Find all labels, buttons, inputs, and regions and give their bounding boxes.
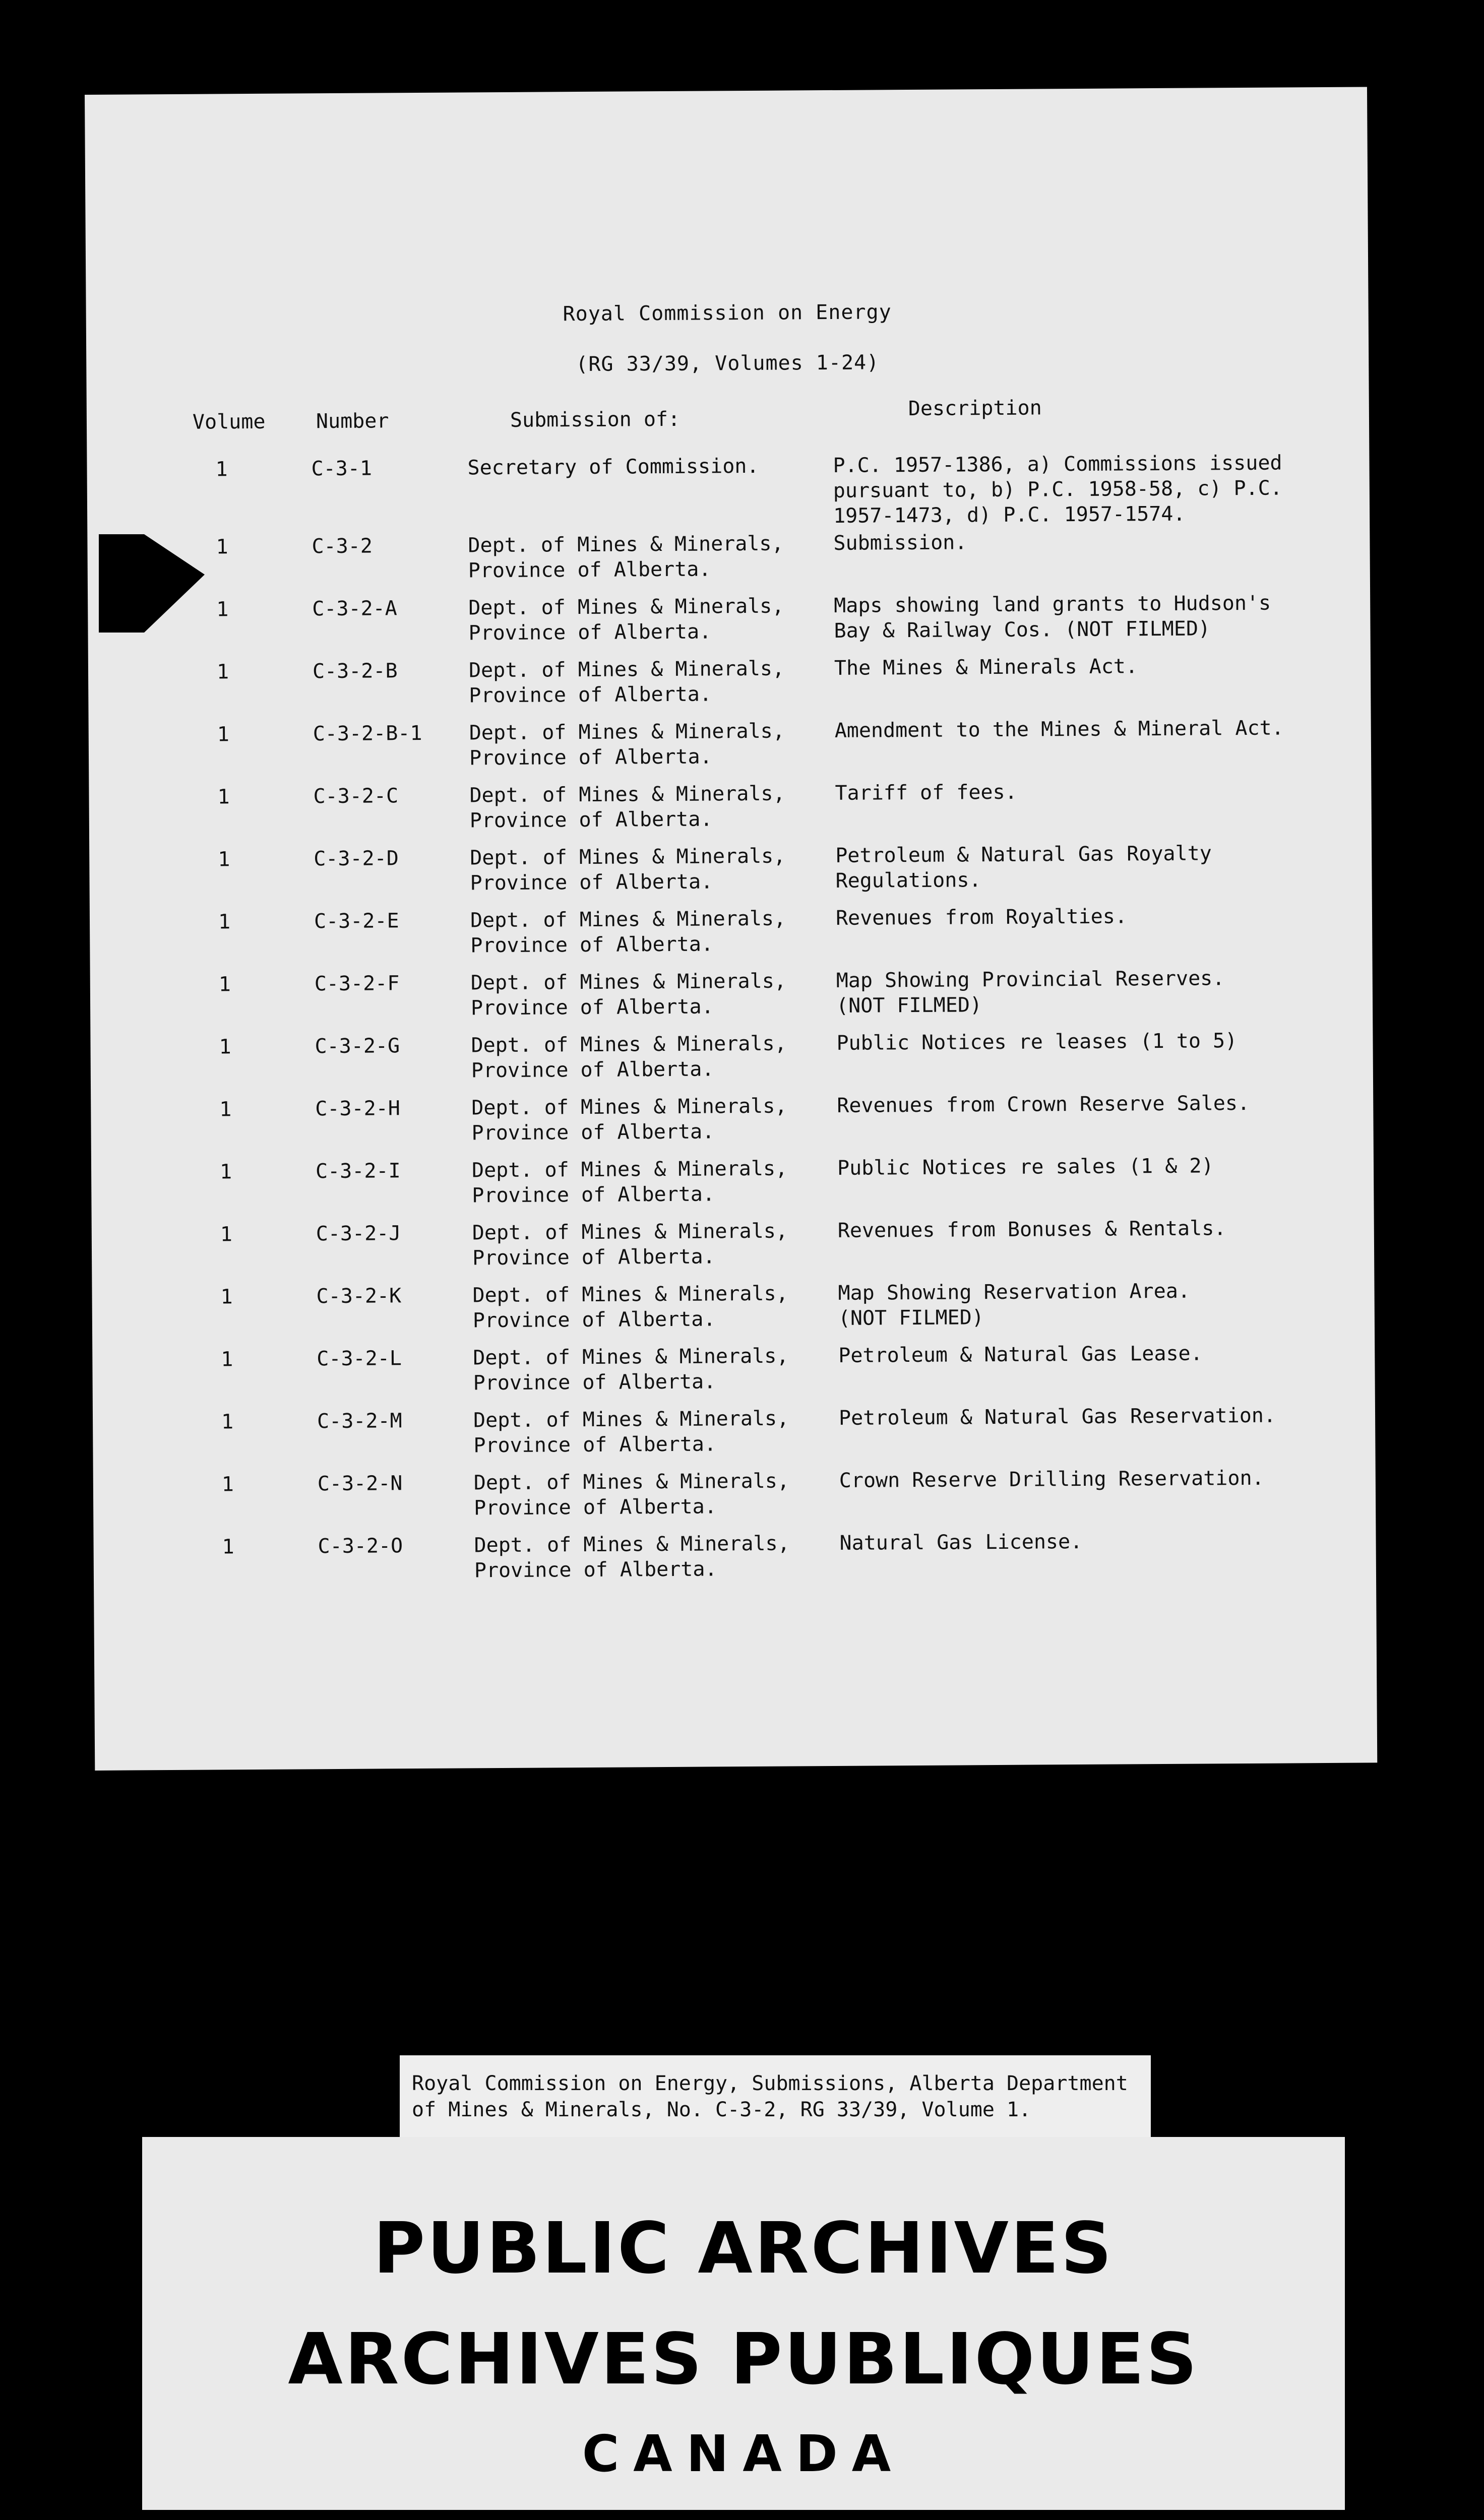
row-submission: Dept. of Mines & Minerals, Province of Alberta. xyxy=(468,657,785,708)
row-description: Revenues from Royalties. xyxy=(835,905,1128,930)
row-submission: Dept. of Mines & Minerals, Province of Alberta. xyxy=(468,532,784,583)
row-description: Submission. xyxy=(833,531,967,555)
row-number: C-3-2-F xyxy=(314,972,400,996)
table-row xyxy=(88,590,1371,653)
row-number: C-3-2-O xyxy=(318,1534,403,1558)
row-submission: Dept. of Mines & Minerals, Province of Alberta. xyxy=(469,782,785,833)
row-description: Map Showing Reservation Area. (NOT FILMED) xyxy=(838,1279,1191,1330)
row-volume: 1 xyxy=(218,973,231,996)
row-volume: 1 xyxy=(219,1098,232,1121)
row-volume: 1 xyxy=(218,910,231,934)
row-number: C-3-2-H xyxy=(315,1097,401,1121)
row-submission: Dept. of Mines & Minerals, Province of Alberta. xyxy=(472,1219,788,1270)
row-number: C-3-2-G xyxy=(315,1034,400,1058)
document-page xyxy=(85,87,1377,1770)
row-number: C-3-2-B xyxy=(312,659,398,683)
row-number: C-3-2-E xyxy=(314,909,399,933)
row-number: C-3-2-C xyxy=(313,784,399,808)
document-subtitle: (RG 33/39, Volumes 1-24) xyxy=(576,351,880,376)
arrow-right-icon xyxy=(99,514,205,635)
row-submission: Dept. of Mines & Minerals, Province of Alberta. xyxy=(471,1157,788,1208)
row-number: C-3-2-D xyxy=(314,847,399,871)
table-row xyxy=(88,652,1371,716)
row-description: The Mines & Minerals Act. xyxy=(834,655,1138,680)
row-description: Maps showing land grants to Hudson's Bay & Railway Cos. (NOT FILMED) xyxy=(834,591,1271,643)
table-row xyxy=(90,965,1373,1028)
row-submission: Dept. of Mines & Minerals, Province of Alberta. xyxy=(470,907,786,958)
archives-line-french: ARCHIVES PUBLIQUES xyxy=(288,2318,1199,2401)
row-volume: 1 xyxy=(221,1473,234,1496)
microfilm-caption: Royal Commission on Energy, Submissions, Alberta Department of Mines & Minerals, No. C-3-2, RG 33/39, Volume 1. xyxy=(400,2055,1151,2139)
row-number: C-3-2-L xyxy=(317,1347,402,1371)
row-description: Tariff of fees. xyxy=(835,780,1017,805)
row-description: Petroleum & Natural Gas Reservation. xyxy=(838,1404,1276,1430)
row-number: C-3-2-A xyxy=(312,597,397,621)
column-header-submission: Submission of: xyxy=(510,407,681,432)
row-number: C-3-2-K xyxy=(316,1284,402,1308)
row-description: Revenues from Bonuses & Rentals. xyxy=(837,1217,1226,1242)
row-volume: 1 xyxy=(217,785,230,809)
row-volume: 1 xyxy=(220,1223,233,1246)
row-description: Revenues from Crown Reserve Sales. xyxy=(837,1091,1250,1117)
column-header-volume: Volume xyxy=(192,410,266,434)
row-description: Natural Gas License. xyxy=(839,1530,1083,1555)
row-description: Map Showing Provincial Reserves. (NOT FILMED) xyxy=(836,967,1225,1018)
row-submission: Dept. of Mines & Minerals, Province of Alberta. xyxy=(470,969,787,1020)
row-description: Amendment to the Mines & Mineral Act. xyxy=(834,716,1284,742)
row-number: C-3-2-N xyxy=(317,1472,403,1496)
table-row xyxy=(90,1027,1373,1091)
table-row xyxy=(93,1402,1376,1466)
row-submission: Dept. of Mines & Minerals, Province of Alberta. xyxy=(470,844,786,895)
row-submission: Secretary of Commission. xyxy=(467,454,759,480)
row-submission: Dept. of Mines & Minerals, Province of Alberta. xyxy=(473,1469,790,1520)
row-description: P.C. 1957-1386, a) Commissions issued pursuant to, b) P.C. 1958-58, c) P.C. 1957-1473, d) P.C. 1957-1574. xyxy=(833,451,1282,528)
table-row xyxy=(92,1340,1375,1403)
table-row xyxy=(89,715,1372,778)
archives-line-country: CANADA xyxy=(582,2424,905,2483)
table-row xyxy=(93,1527,1376,1591)
row-volume: 1 xyxy=(221,1348,233,1371)
row-volume: 1 xyxy=(222,1535,234,1559)
row-submission: Dept. of Mines & Minerals, Province of Alberta. xyxy=(473,1407,789,1458)
row-submission: Dept. of Mines & Minerals, Province of Alberta. xyxy=(471,1032,787,1083)
table-row xyxy=(93,1465,1376,1528)
row-description: Public Notices re leases (1 to 5) xyxy=(836,1029,1238,1055)
row-number: C-3-2-B-1 xyxy=(313,721,422,746)
row-volume: 1 xyxy=(219,1035,231,1059)
row-description: Petroleum & Natural Gas Royalty Regulations. xyxy=(835,842,1212,893)
table-row xyxy=(91,1090,1374,1153)
row-volume: 1 xyxy=(216,660,229,684)
column-header-number: Number xyxy=(316,409,389,433)
table-row xyxy=(87,450,1370,528)
row-description: Petroleum & Natural Gas Lease. xyxy=(838,1342,1203,1367)
row-volume: 1 xyxy=(215,458,228,481)
table-row xyxy=(90,902,1373,966)
row-number: C-3-2 xyxy=(312,534,373,558)
archives-card xyxy=(142,2137,1345,2510)
row-volume: 1 xyxy=(216,535,228,559)
row-volume: 1 xyxy=(219,1160,232,1184)
row-submission: Dept. of Mines & Minerals, Province of Alberta. xyxy=(472,1282,788,1333)
table-row xyxy=(92,1277,1375,1341)
row-number: C-3-2-J xyxy=(316,1222,401,1246)
row-description: Public Notices re sales (1 & 2) xyxy=(837,1154,1214,1180)
row-number: C-3-1 xyxy=(311,457,373,481)
row-number: C-3-2-I xyxy=(315,1159,401,1183)
table-row xyxy=(91,1152,1374,1216)
row-submission: Dept. of Mines & Minerals, Province of Alberta. xyxy=(471,1094,787,1145)
table-row xyxy=(87,527,1370,591)
column-header-description: Description xyxy=(908,396,1042,421)
row-description: Crown Reserve Drilling Reservation. xyxy=(839,1466,1264,1492)
row-volume: 1 xyxy=(216,598,229,621)
row-volume: 1 xyxy=(221,1410,234,1434)
row-submission: Dept. of Mines & Minerals, Province of Alberta. xyxy=(468,594,784,645)
row-submission: Dept. of Mines & Minerals, Province of Alberta. xyxy=(473,1344,789,1395)
document-title: Royal Commission on Energy xyxy=(563,300,892,326)
archives-line-english: PUBLIC ARCHIVES xyxy=(373,2208,1114,2290)
row-volume: 1 xyxy=(217,723,229,746)
row-volume: 1 xyxy=(218,848,230,871)
row-volume: 1 xyxy=(220,1285,233,1309)
table-row xyxy=(89,777,1372,841)
row-submission: Dept. of Mines & Minerals, Province of Alberta. xyxy=(474,1532,790,1583)
row-submission: Dept. of Mines & Minerals, Province of Alberta. xyxy=(469,719,785,770)
row-number: C-3-2-M xyxy=(317,1409,402,1433)
table-row xyxy=(89,840,1372,903)
table-row xyxy=(92,1215,1375,1278)
